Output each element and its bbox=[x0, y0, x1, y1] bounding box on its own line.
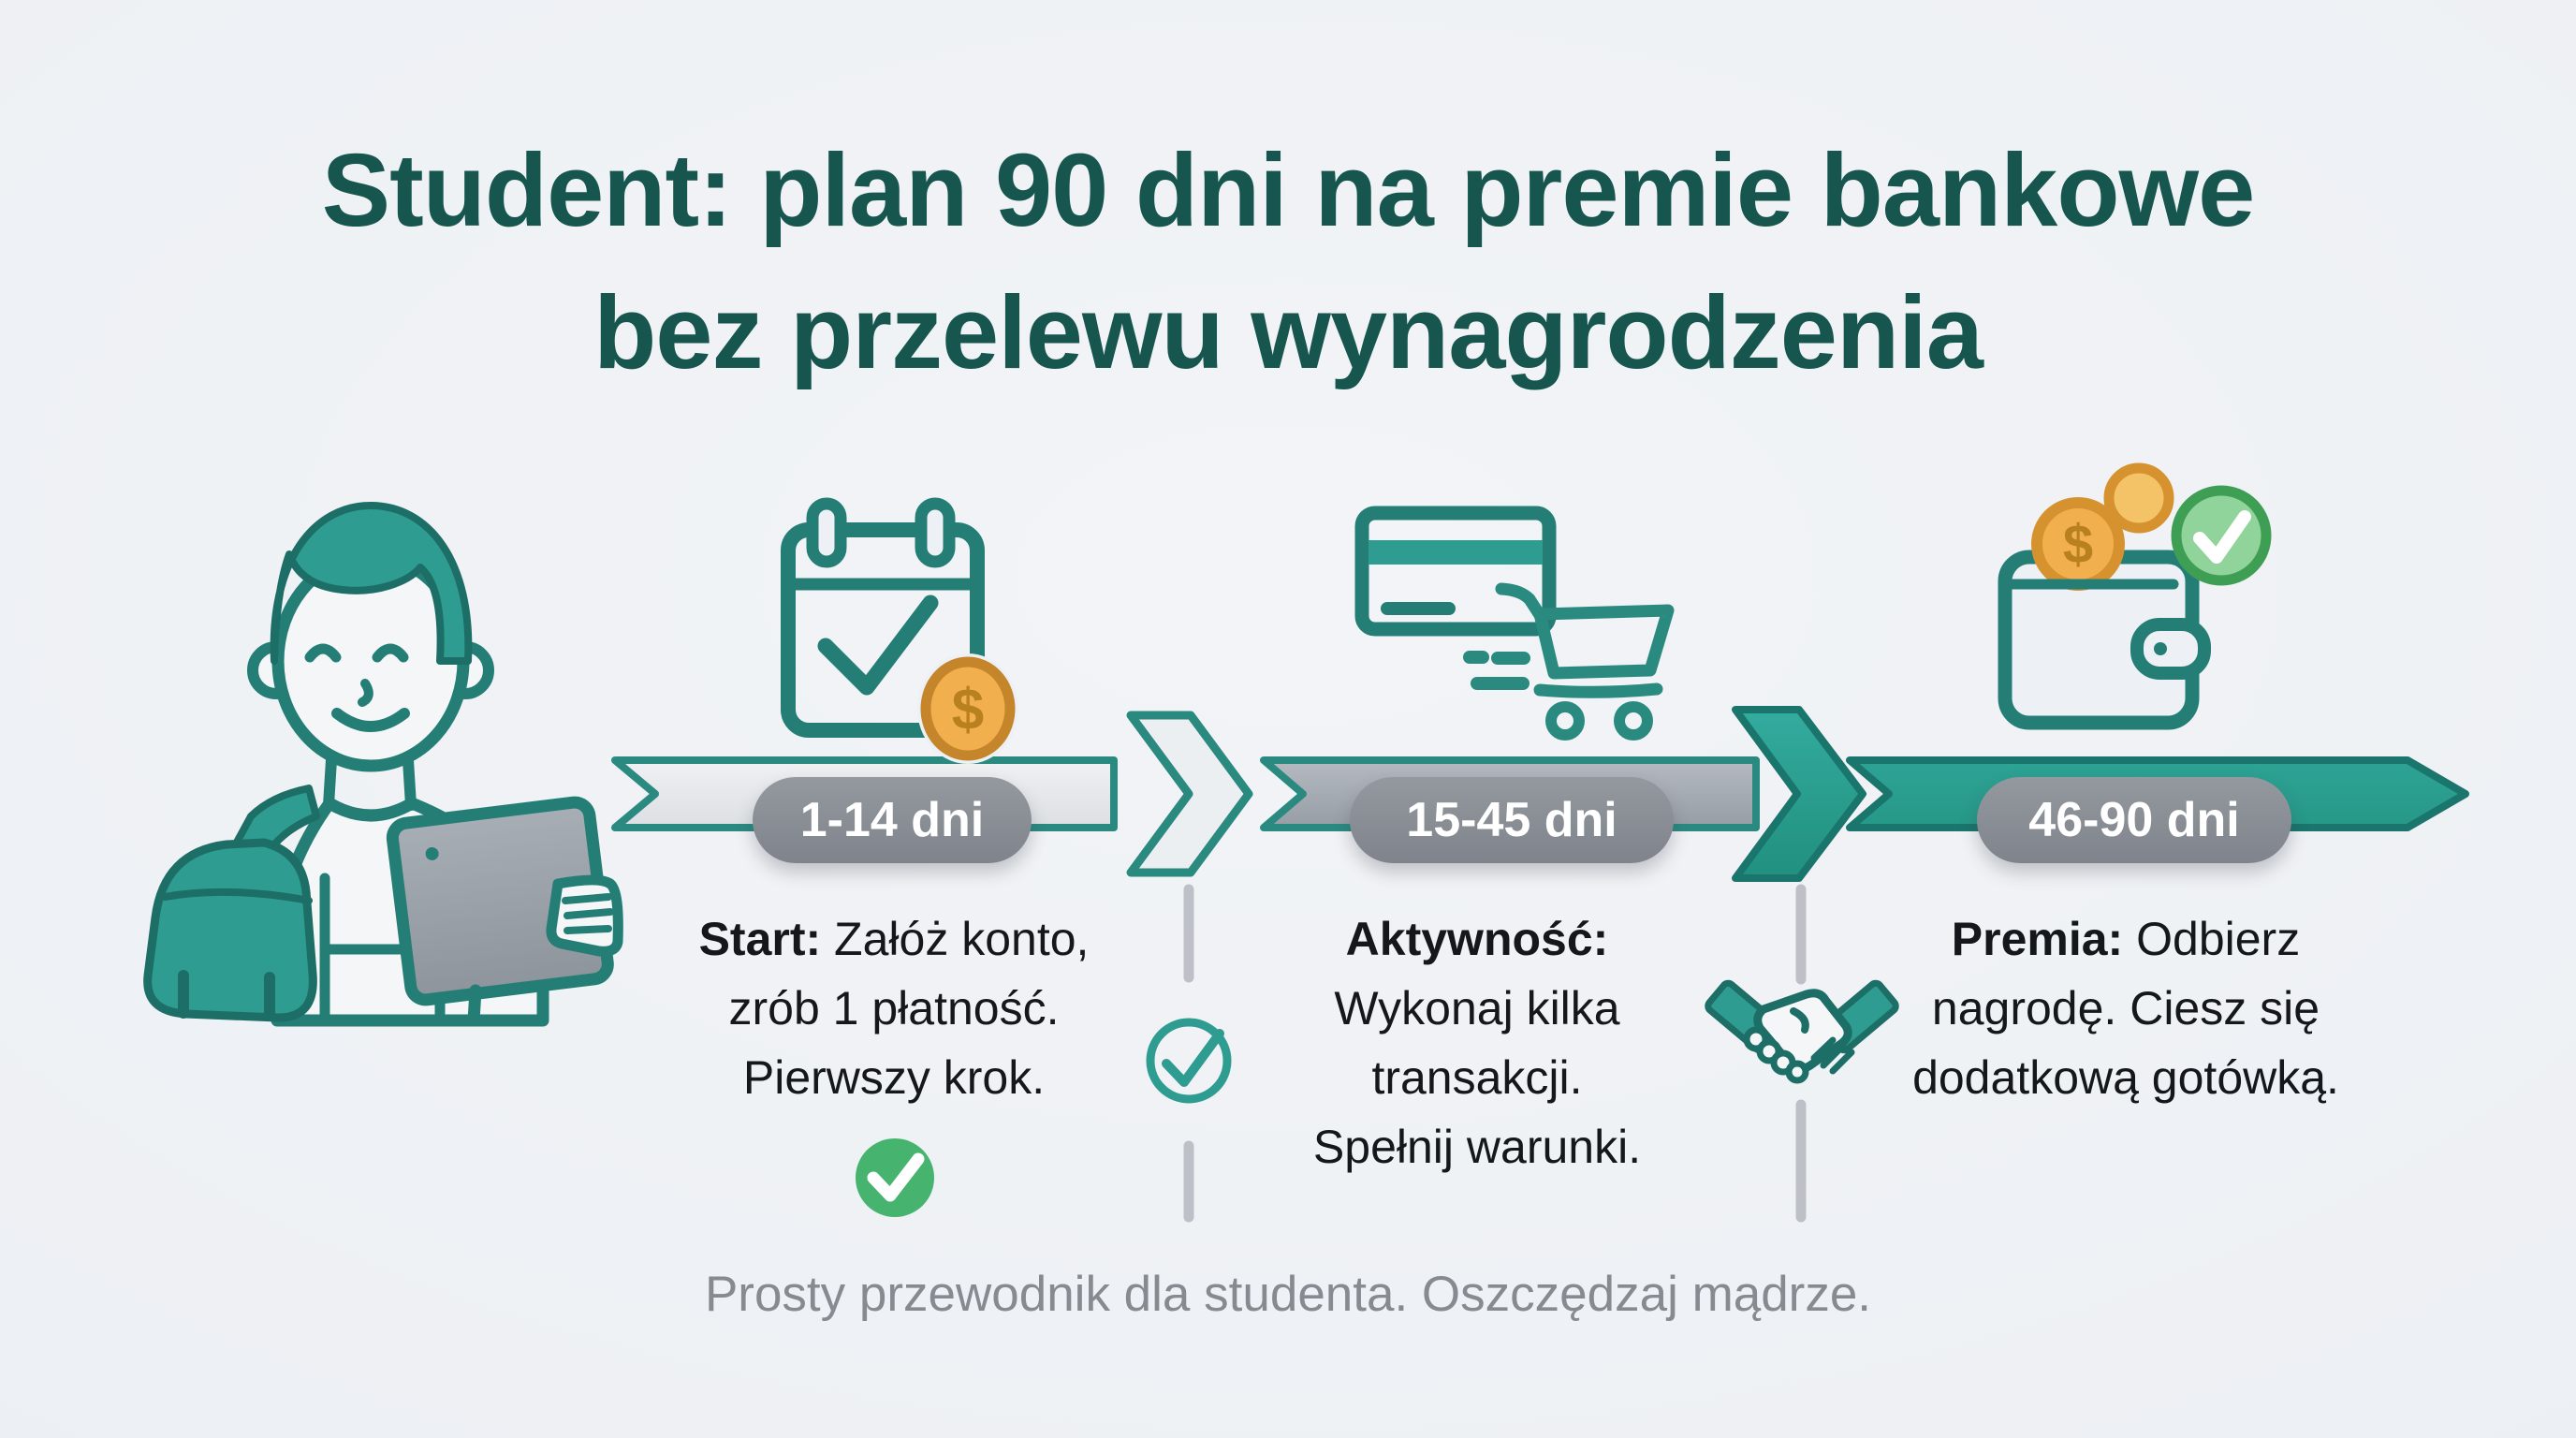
credit-card-icon bbox=[1362, 513, 1549, 629]
step3-lead: Premia: bbox=[1951, 913, 2124, 965]
cart-base bbox=[1540, 689, 1657, 692]
dollar-coin-symbol: $ bbox=[951, 678, 985, 742]
step3-text-line2: nagrodę. Ciesz się bbox=[1931, 982, 2320, 1034]
step2-lead: Aktywność: bbox=[1345, 913, 1609, 965]
wallet-clasp-dot bbox=[2154, 642, 2167, 655]
step3-description bbox=[1912, 904, 2339, 1112]
cart-basket bbox=[1540, 610, 1668, 673]
step1-text-line3: Pierwszy krok. bbox=[742, 1051, 1046, 1104]
calendar-check-icon bbox=[788, 504, 1018, 764]
check-circle-outline-icon bbox=[1150, 1022, 1227, 1099]
step2-description bbox=[1313, 904, 1641, 1181]
wallet-clasp bbox=[2137, 624, 2204, 673]
student-with-backpack-and-tablet-illustration bbox=[148, 506, 619, 1020]
chevron-separator-1-icon bbox=[1131, 715, 1249, 873]
handshake-icon bbox=[1705, 981, 1897, 1080]
step1-lead: Start: bbox=[698, 913, 822, 965]
step2-text-line1 bbox=[1313, 904, 1641, 974]
step2-duration-badge: 15-45 dni bbox=[1350, 777, 1674, 863]
success-badge-circle bbox=[2176, 491, 2266, 580]
step1-description bbox=[699, 904, 1090, 1112]
footer-tagline: Prosty przewodnik dla studenta. Oszczędzaj mądrze. bbox=[704, 1267, 1872, 1322]
shopping-cart-icon bbox=[1470, 589, 1668, 735]
cart-wheel-left bbox=[1551, 707, 1579, 735]
step3-text-line1 bbox=[1912, 904, 2339, 974]
cart-handle bbox=[1501, 589, 1540, 615]
tablet-leg bbox=[474, 990, 476, 1020]
title-line-1: Student: plan 90 dni na premie bankowe bbox=[321, 133, 2255, 248]
cart-speed-lines bbox=[1470, 657, 1524, 683]
cart-wheel-right bbox=[1619, 707, 1647, 735]
step3-text-line3: dodatkową gotówką. bbox=[1912, 1051, 2339, 1104]
step3-duration-badge: 46-90 dni bbox=[1977, 777, 2291, 863]
calendar-check-mark bbox=[826, 603, 930, 687]
student-backpack bbox=[148, 843, 314, 1018]
step3-line1-rest: Odbierz bbox=[2123, 913, 2301, 965]
step2-text-line3: transakcji. bbox=[1371, 1051, 1583, 1104]
step1-duration-badge: 1-14 dni bbox=[753, 777, 1032, 863]
plain-gold-coin bbox=[2109, 468, 2169, 528]
step2-text-line2: Wykonaj kilka bbox=[1334, 982, 1620, 1034]
step2-text-line4: Spełnij warunki. bbox=[1312, 1121, 1642, 1173]
calendar-ring-right bbox=[921, 504, 949, 562]
credit-card-stripe bbox=[1368, 540, 1543, 565]
check-circle-filled-icon bbox=[856, 1138, 934, 1217]
infographic-title bbox=[0, 120, 2576, 404]
step1-text-line2: zrób 1 płatność. bbox=[728, 982, 1060, 1034]
title-line-2: bez przelewu wynagrodzenia bbox=[593, 275, 1983, 390]
handshake-knuckle-4 bbox=[1789, 1064, 1806, 1080]
step1-text-line1 bbox=[699, 904, 1090, 974]
calendar-ring-left bbox=[812, 504, 841, 562]
wallet-coins-icon bbox=[2005, 468, 2266, 723]
coin-dollar-symbol: $ bbox=[2062, 514, 2094, 575]
step1-line1-rest: Załóż konto, bbox=[821, 913, 1090, 965]
